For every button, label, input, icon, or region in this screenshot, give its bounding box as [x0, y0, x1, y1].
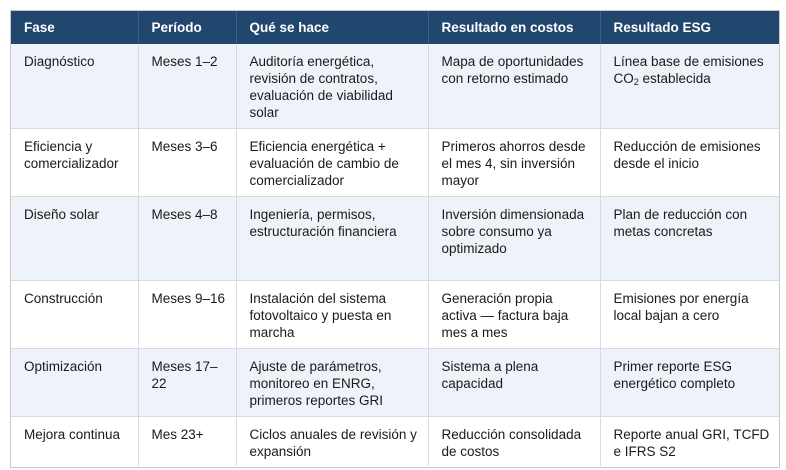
cell-periodo: Mes 23+ — [138, 416, 236, 466]
cell-resultado-costos: Mapa de oportunidades con retorno estimado — [428, 44, 600, 128]
cell-resultado-costos: Sistema a plena capacidad — [428, 348, 600, 416]
esg-text-prefix: Línea base de emisiones CO — [613, 54, 764, 86]
cell-resultado-costos: Generación propia activa — factura baja mes a mes — [428, 280, 600, 348]
roadmap-table-container — [10, 10, 780, 468]
table-row — [11, 196, 780, 280]
cell-resultado-esg: Reporte anual GRI, TCFD e IFRS S2 — [600, 416, 780, 466]
cell-resultado-costos: Primeros ahorros desde el mes 4, sin inversión mayor — [428, 128, 600, 196]
cell-fase: Construcción — [11, 280, 138, 348]
cell-resultado-esg: Plan de reducción con metas concretas — [600, 196, 780, 280]
cell-periodo: Meses 1–2 — [138, 44, 236, 128]
header-row — [11, 11, 780, 44]
table-row — [11, 280, 780, 348]
column-header-fase: Fase — [11, 11, 138, 44]
column-header-que-se-hace: Qué se hace — [236, 11, 428, 44]
cell-que-se-hace: Ingeniería, permisos, estructuración financiera — [236, 196, 428, 280]
table-row — [11, 416, 780, 466]
cell-fase: Mejora continua — [11, 416, 138, 466]
cell-resultado-esg: Primer reporte ESG energético completo — [600, 348, 780, 416]
cell-resultado-esg: Emisiones por energía local bajan a cero — [600, 280, 780, 348]
cell-periodo: Meses 3–6 — [138, 128, 236, 196]
cell-periodo: Meses 17–22 — [138, 348, 236, 416]
cell-que-se-hace: Auditoría energética, revisión de contratos, evaluación de viabilidad solar — [236, 44, 428, 128]
cell-fase: Diseño solar — [11, 196, 138, 280]
cell-periodo: Meses 9–16 — [138, 280, 236, 348]
column-header-resultado-esg: Resultado ESG — [600, 11, 780, 44]
cell-que-se-hace: Instalación del sistema fotovoltaico y puesta en marcha — [236, 280, 428, 348]
table-header — [11, 11, 780, 44]
roadmap-table — [11, 11, 780, 466]
esg-text-suffix: establecida — [638, 71, 711, 86]
cell-resultado-esg: Reducción de emisiones desde el inicio — [600, 128, 780, 196]
cell-periodo: Meses 4–8 — [138, 196, 236, 280]
cell-resultado-costos: Reducción consolidada de costos — [428, 416, 600, 466]
cell-resultado-costos: Inversión dimensionada sobre consumo ya optimizado — [428, 196, 600, 280]
cell-que-se-hace: Eficiencia energética + evaluación de cambio de comercializador — [236, 128, 428, 196]
table-row — [11, 128, 780, 196]
cell-que-se-hace: Ajuste de parámetros, monitoreo en ENRG, primeros reportes GRI — [236, 348, 428, 416]
column-header-resultado-costos: Resultado en costos — [428, 11, 600, 44]
table-body — [11, 44, 780, 466]
co2-subscript: 2 — [633, 77, 639, 87]
cell-que-se-hace: Ciclos anuales de revisión y expansión — [236, 416, 428, 466]
cell-resultado-esg — [600, 44, 780, 128]
cell-fase: Optimización — [11, 348, 138, 416]
cell-fase: Diagnóstico — [11, 44, 138, 128]
cell-fase: Eficiencia y comercializador — [11, 128, 138, 196]
column-header-periodo: Período — [138, 11, 236, 44]
table-row — [11, 348, 780, 416]
table-row — [11, 44, 780, 128]
